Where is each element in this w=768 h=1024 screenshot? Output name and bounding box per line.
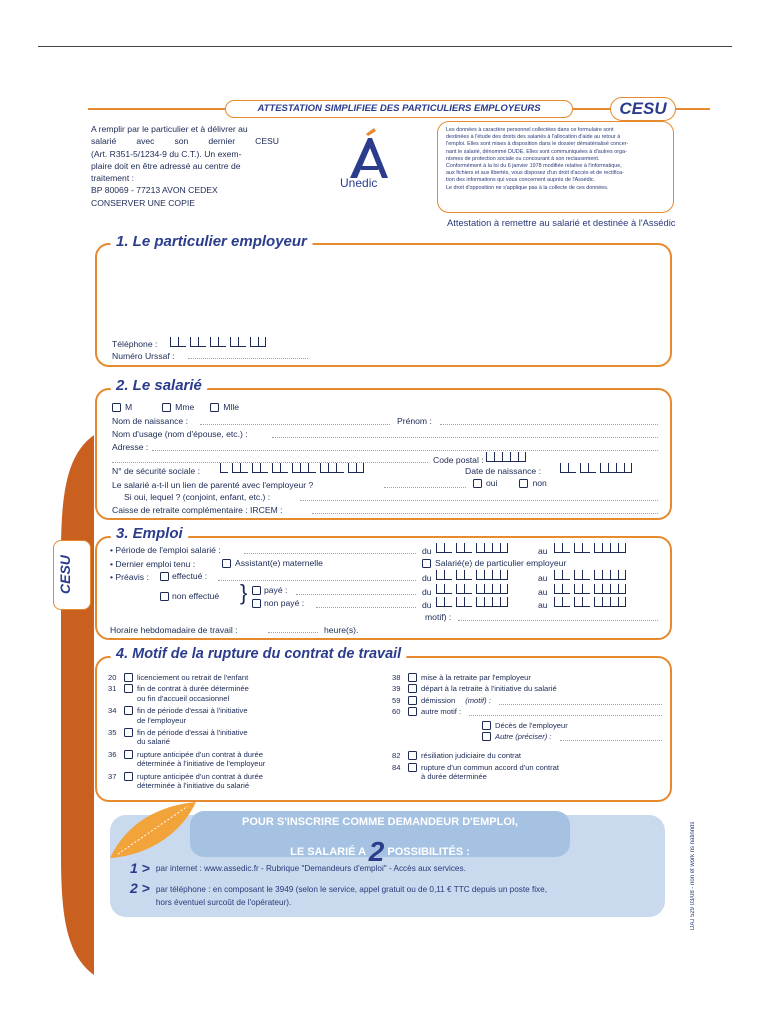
notice-done-choice — [160, 571, 207, 581]
section-employer — [95, 243, 672, 367]
notice-done-dots — [218, 572, 416, 581]
reason-item[interactable] — [392, 763, 662, 782]
hours-unit: heure(s). — [324, 625, 359, 635]
reason-code: 60 — [392, 707, 401, 717]
option-internet — [130, 860, 466, 876]
reason-item[interactable] — [392, 751, 662, 760]
reason-item[interactable] — [392, 696, 662, 705]
effectue-label: effectué : — [172, 571, 208, 581]
notice-period-label: • Préavis : — [110, 572, 149, 582]
reason-code: 31 — [108, 684, 117, 694]
pension-label: Caisse de retraite complémentaire : IRCEM : — [112, 505, 283, 515]
paid-dots — [296, 586, 416, 595]
checkbox-assistant[interactable] — [222, 559, 231, 568]
job-seeker-banner — [190, 811, 570, 867]
intro-line: BP 80069 - 77213 AVON CEDEX — [91, 185, 218, 196]
option2-text-line2: hors éventuel surcoût de l'opérateur). — [155, 898, 292, 907]
mlle-label: Mlle — [223, 402, 240, 412]
reason-text: mise à la retraite par l'employeur — [421, 673, 531, 682]
form-title: ATTESTATION SIMPLIFIEE DES PARTICULIERS EMPLOYEURS — [225, 100, 573, 118]
motif-label: motif) : — [425, 612, 452, 622]
section1-title: 1. Le particulier employeur — [110, 233, 313, 250]
unpaid-start-field[interactable] — [436, 597, 508, 607]
checkbox-non[interactable] — [519, 479, 528, 488]
unpaid-dots — [316, 599, 416, 608]
checkbox-oui[interactable] — [473, 479, 482, 488]
pension-field[interactable] — [312, 505, 658, 514]
au-label: au — [538, 600, 548, 610]
banner-line1: POUR S'INSCRIRE COMME DEMANDEUR D'EMPLOI, — [242, 816, 518, 828]
intro-line: plaire doit en être adressé au centre de — [91, 160, 241, 171]
au-label: au — [538, 546, 548, 556]
period-start-field[interactable] — [436, 543, 508, 553]
reason-sub: de l'employeur — [137, 715, 187, 725]
reason-code: 20 — [108, 673, 117, 682]
period-label: • Période de l'emploi salarié : — [110, 545, 221, 555]
firstname-field[interactable] — [440, 416, 658, 425]
au-label: au — [538, 587, 548, 597]
intro-text — [91, 123, 279, 209]
reason-item[interactable] — [108, 673, 398, 682]
checkbox-m[interactable] — [112, 403, 121, 412]
notice-done-end-field[interactable] — [554, 570, 626, 580]
reason-item[interactable] — [108, 706, 398, 725]
intro-line: A remplir par le particulier et à délivrer au — [91, 124, 248, 134]
period-dots — [244, 545, 416, 554]
address-field-1[interactable] — [152, 442, 658, 451]
firstname-label: Prénom : — [397, 416, 432, 426]
side-tab-label: CESU — [53, 540, 91, 610]
last-job-choice-2 — [422, 558, 566, 568]
kinship-type-label: Si oui, lequel ? (conjoint, enfant, etc.) : — [124, 492, 271, 502]
kinship-choice — [473, 478, 547, 488]
postcode-label: Code postal : — [433, 455, 484, 465]
reason-text: rupture anticipée d'un contrat à durée — [137, 749, 263, 759]
birthdate-field[interactable] — [560, 463, 632, 473]
notice-line: Les données à caractère personnel collectées dans ce formulaire sont — [446, 127, 614, 133]
du-label: du — [422, 587, 432, 597]
brace-icon: } — [240, 580, 248, 605]
leaf-icon — [108, 800, 198, 862]
reason-sub: à durée déterminée — [421, 772, 487, 782]
notice-done-start-field[interactable] — [436, 570, 508, 580]
oui-label: oui — [486, 478, 498, 488]
non-effectue-label: non effectué — [172, 591, 220, 601]
notice-line: destinées à l'étude des droits des salariés à l'allocation d'aide au retour à — [446, 134, 621, 141]
unedic-logo-text: Unedic — [340, 176, 378, 190]
cesu-badge: CESU — [610, 97, 676, 121]
birthdate-label: Date de naissance : — [465, 466, 541, 476]
reason-text: départ à la retraite à l'initiative du salarié — [421, 684, 557, 694]
notice-line: l'emploi. Elles sont mises à disposition dans le dossier dématérialisé concer- — [446, 141, 629, 148]
reason-subitem[interactable] — [392, 732, 662, 741]
reason-code: 59 — [392, 695, 401, 705]
side-tab-shape — [56, 435, 94, 975]
privacy-notice — [437, 121, 674, 213]
reason-text: rupture d'un commun accord d'un contrat — [421, 762, 559, 772]
banner-line2-end: POSSIBILITÉS : — [387, 846, 470, 858]
deces-label: Décès de l'employeur — [495, 720, 568, 730]
page-top-rule — [38, 46, 732, 47]
reason-text: fin de contrat à durée déterminée — [137, 684, 249, 694]
du-label: du — [422, 600, 432, 610]
reason-sub: ou fin d'accueil occasionnel — [137, 693, 230, 703]
address-field-2[interactable] — [112, 454, 428, 463]
reason-text: autre motif : — [421, 707, 462, 717]
address-label: Adresse : — [112, 442, 149, 452]
reason-item[interactable] — [392, 707, 662, 716]
reason-code: 37 — [108, 771, 117, 781]
reason-code: 36 — [108, 749, 117, 759]
birth-name-field[interactable] — [200, 416, 390, 425]
salarie-particulier-label: Salarié(e) de particulier employeur — [435, 558, 567, 568]
notice-line: nismes de protection sociale ou concourant à son reclassement. — [446, 155, 600, 162]
civility-row — [112, 402, 239, 412]
non-label: non — [532, 478, 547, 488]
urssaf-label: Numéro Urssaf : — [112, 351, 175, 361]
reason-text: rupture anticipée d'un contrat à durée — [137, 771, 263, 781]
banner-line2-start: LE SALARIÉ A — [290, 846, 366, 858]
notice-line: aux fichiers et aux libertés, vous disposez d'un droit d'accès et de rectifica- — [446, 170, 624, 177]
checkbox-non-paye[interactable] — [252, 599, 261, 608]
reason-subitem[interactable] — [392, 721, 662, 730]
reason-item[interactable] — [108, 684, 398, 703]
checkbox-effectue[interactable] — [160, 572, 169, 581]
m-label: M — [125, 402, 133, 412]
reason-code: 34 — [108, 706, 117, 716]
intro-line: CONSERVER UNE COPIE — [91, 197, 195, 208]
paid-end-field[interactable] — [554, 584, 626, 594]
option2-number: 2 > — [130, 880, 150, 896]
paid-start-field[interactable] — [436, 584, 508, 594]
ssn-field[interactable] — [220, 463, 364, 473]
attestation-note: Attestation à remettre au salarié et destinée à l'Assédic — [447, 217, 676, 228]
au-label: au — [538, 573, 548, 583]
reason-text: licenciement ou retrait de l'enfant — [137, 673, 249, 682]
usage-name-label: Nom d'usage (nom d'épouse, etc.) : — [112, 429, 248, 439]
option1-number: 1 > — [130, 860, 150, 876]
reason-text: résiliation judiciaire du contrat — [421, 751, 522, 761]
reason-sub: du salarié — [137, 737, 170, 747]
reason-text: fin de période d'essai à l'initiative — [137, 706, 248, 716]
birth-name-label: Nom de naissance : — [112, 416, 188, 426]
notice-line: tion des informations qui vous concernent auprès de l'Assédic. — [446, 177, 596, 184]
motif-field[interactable] — [458, 612, 658, 621]
reason-text: fin de période d'essai à l'initiative — [137, 728, 248, 738]
document-reference: DAJ 529 03/08 - non et work ns natinnds — [690, 821, 696, 930]
reason-code: 84 — [392, 762, 401, 772]
notice-line: nant le salarié, dénommé DUDE. Elles sont communiquées à d'autres orga- — [446, 148, 627, 155]
option2-text-line1: par téléphone : en composant le 3949 (selon le service, appel gratuit ou de 0,11 € TTC depuis un poste fixe, — [155, 885, 547, 894]
reason-extra: (motif) : — [465, 695, 491, 705]
reason-item[interactable] — [108, 750, 398, 769]
option-phone — [130, 880, 547, 909]
intro-line: salarié avec son dernier CESU — [91, 136, 279, 147]
reason-item[interactable] — [108, 728, 398, 747]
paye-label: payé : — [264, 585, 288, 595]
reason-code: 82 — [392, 751, 401, 761]
ssn-label: N° de sécurité sociale : — [112, 466, 200, 476]
banner-number: 2 — [368, 836, 385, 867]
unpaid-choice — [252, 598, 304, 608]
kinship-type-field[interactable] — [300, 492, 658, 501]
telephone-field[interactable] — [170, 337, 266, 347]
checkbox-mlle[interactable] — [210, 403, 219, 412]
kinship-label: Le salarié a-t-il un lien de parenté avec l'employeur ? — [112, 480, 314, 490]
section2-title: 2. Le salarié — [110, 377, 208, 394]
notice-line: Conformément à la loi du 6 janvier 1978 modifiée relative à l'informatique, — [446, 163, 622, 170]
notice-not-done-choice — [160, 591, 219, 601]
reason-item[interactable] — [392, 673, 662, 682]
last-job-label: • Dernier emploi tenu : — [110, 559, 196, 569]
weekly-hours-field[interactable] — [268, 624, 318, 633]
urssaf-field[interactable] — [188, 350, 308, 359]
reason-item[interactable] — [108, 772, 398, 791]
reasons-right — [392, 673, 662, 782]
checkbox-paye[interactable] — [252, 586, 261, 595]
section3-title: 3. Emploi — [110, 525, 189, 542]
last-job-choice-1 — [222, 558, 323, 568]
mme-label: Mme — [175, 402, 195, 412]
reason-text: démission — [421, 695, 456, 705]
kinship-dots — [384, 479, 466, 488]
checkbox-salarie-particulier[interactable] — [422, 559, 431, 568]
telephone-label: Téléphone : — [112, 339, 158, 349]
postcode-field[interactable] — [486, 452, 526, 462]
paid-choice — [252, 585, 287, 595]
reason-code: 35 — [108, 728, 117, 738]
du-label: du — [422, 573, 432, 583]
option1-text: par internet : www.assedic.fr - Rubrique "Demandeurs d'emploi" - Accès aux services. — [155, 863, 466, 873]
period-end-field[interactable] — [554, 543, 626, 553]
reason-code: 38 — [392, 673, 401, 682]
assistant-label: Assistant(e) maternelle — [235, 558, 323, 568]
reasons-left — [108, 673, 398, 790]
autre-label: Autre (préciser) : — [495, 732, 552, 742]
reason-item[interactable] — [392, 684, 662, 693]
reason-sub: déterminée à l'initiative du salarié — [137, 781, 250, 791]
checkbox-non-effectue[interactable] — [160, 592, 169, 601]
notice-line: Le droit d'opposition ne s'applique pas à la collecte de ces données. — [446, 184, 609, 191]
section4-title: 4. Motif de la rupture du contrat de travail — [110, 646, 407, 662]
reason-sub: déterminée à l'initiative de l'employeur — [137, 759, 266, 769]
weekly-hours-label: Horaire hebdomadaire de travail : — [110, 625, 238, 635]
reason-code: 39 — [392, 684, 401, 694]
checkbox-mme[interactable] — [162, 403, 171, 412]
non-paye-label: non payé : — [264, 598, 305, 608]
intro-line: (Art. R351-5/1234-9 du C.T.). Un exem- — [91, 148, 242, 159]
usage-name-field[interactable] — [272, 429, 658, 438]
unpaid-end-field[interactable] — [554, 597, 626, 607]
du-label: du — [422, 546, 432, 556]
intro-line: traitement : — [91, 173, 134, 184]
